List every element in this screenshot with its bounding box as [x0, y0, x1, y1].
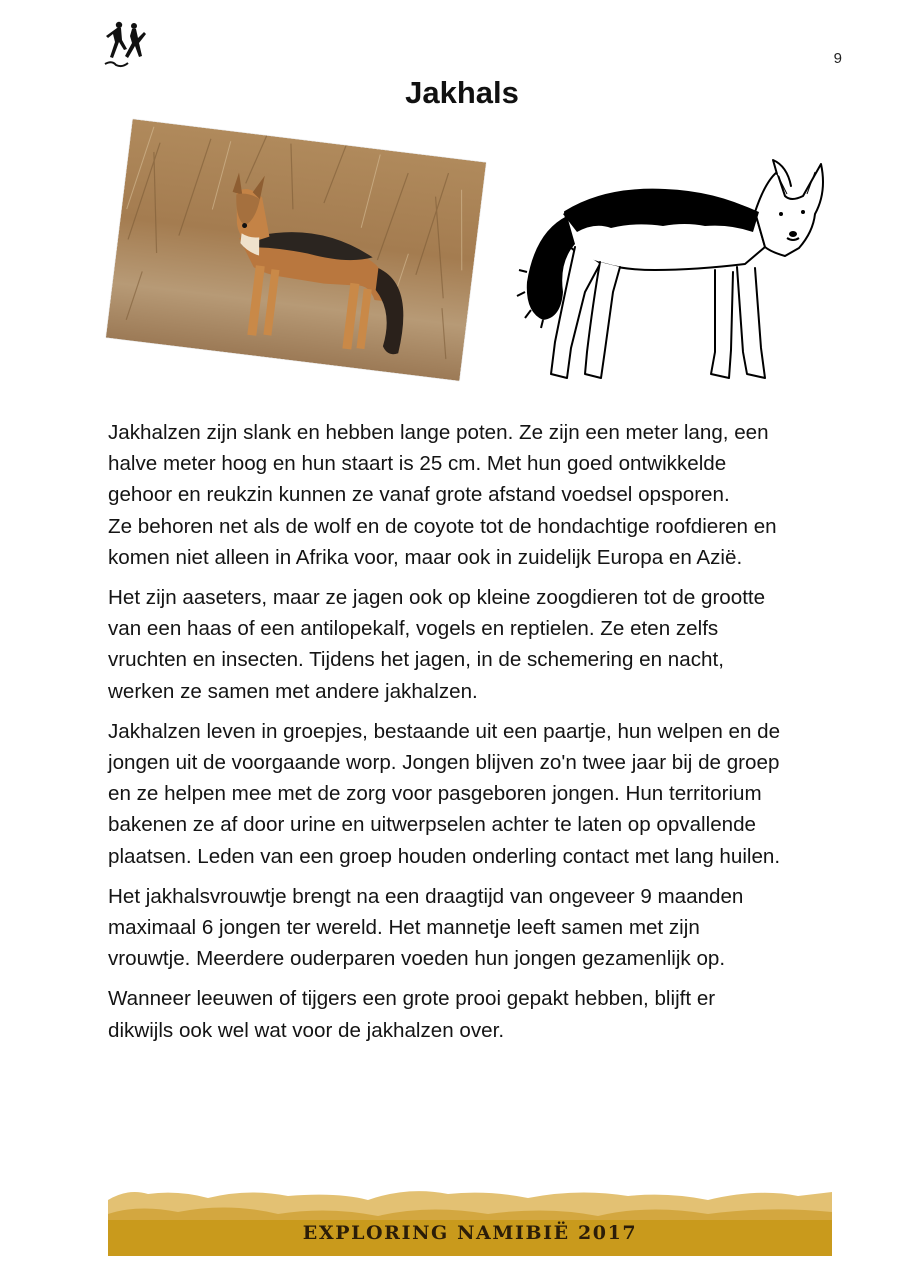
page-number: 9	[833, 50, 842, 67]
footer-label: EXPLORING NAMIBIË 2017	[302, 1222, 638, 1244]
text-line: Jakhalzen leven in groepjes, bestaande uit een paartje, hun welpen en de	[108, 719, 781, 743]
dancing-figures-icon	[104, 18, 150, 70]
text-line: Ze behoren net als de wolf en de coyote tot de hondachtige roofdieren en	[108, 514, 777, 538]
text-line: vruchten en insecten. Tijdens het jagen, in de schemering en nacht,	[108, 648, 724, 672]
text-line: van een haas of een antilopekalf, vogels en reptielen. Ze eten zelfs	[108, 617, 719, 641]
text-line: Wanneer leeuwen of tijgers een grote prooi gepakt hebben, blijft er	[108, 987, 716, 1011]
text-line: bakenen ze af door urine en uitwerpselen achter te laten op opvallende	[108, 813, 757, 837]
text-line: en ze helpen mee met de zorg voor pasgeboren jongen. Hun territorium	[108, 782, 762, 806]
text-line: dikwijls ook wel wat voor de jakhalzen over.	[108, 1018, 505, 1042]
text-line: plaatsen. Leden van een groep houden onderling contact met lang huilen.	[108, 844, 781, 868]
article-body	[108, 417, 848, 1055]
page-title: Jakhals	[405, 75, 519, 110]
text-line: vrouwtje. Meerdere ouderparen voeden hun jongen gezamenlijk op.	[108, 947, 726, 971]
footer-banner	[108, 1186, 832, 1256]
paragraph	[108, 716, 848, 872]
text-line: werken ze samen met andere jakhalzen.	[108, 679, 478, 703]
jackal-photo	[106, 119, 486, 381]
text-line: Het jakhalsvrouwtje brengt na een draagtijd van ongeveer 9 maanden	[108, 884, 744, 908]
text-line: komen niet alleen in Afrika voor, maar ook in zuidelijk Europa en Azië.	[108, 545, 743, 569]
jackal-photo-image	[106, 119, 486, 381]
dunes-banner-image	[108, 1186, 832, 1256]
logo	[104, 18, 150, 70]
text-line: halve meter hoog en hun staart is 25 cm. Met hun goed ontwikkelde	[108, 452, 727, 476]
text-line: gehoor en reukzin kunnen ze vanaf grote afstand voedsel opsporen.	[108, 483, 730, 507]
text-line: Jakhalzen zijn slank en hebben lange poten. Ze zijn een meter lang, een	[108, 421, 769, 444]
paragraph	[108, 983, 848, 1045]
jackal-drawing-image	[515, 152, 835, 387]
paragraph	[108, 417, 848, 573]
paragraph	[108, 582, 848, 707]
jackal-drawing	[515, 152, 835, 387]
text-line: maximaal 6 jongen ter wereld. Het mannetje leeft samen met zijn	[108, 916, 700, 940]
text-line: Het zijn aaseters, maar ze jagen ook op kleine zoogdieren tot de grootte	[108, 586, 766, 610]
text-line: jongen uit de voorgaande worp. Jongen blijven zo'n twee jaar bij de groep	[108, 751, 780, 775]
paragraph	[108, 881, 848, 975]
